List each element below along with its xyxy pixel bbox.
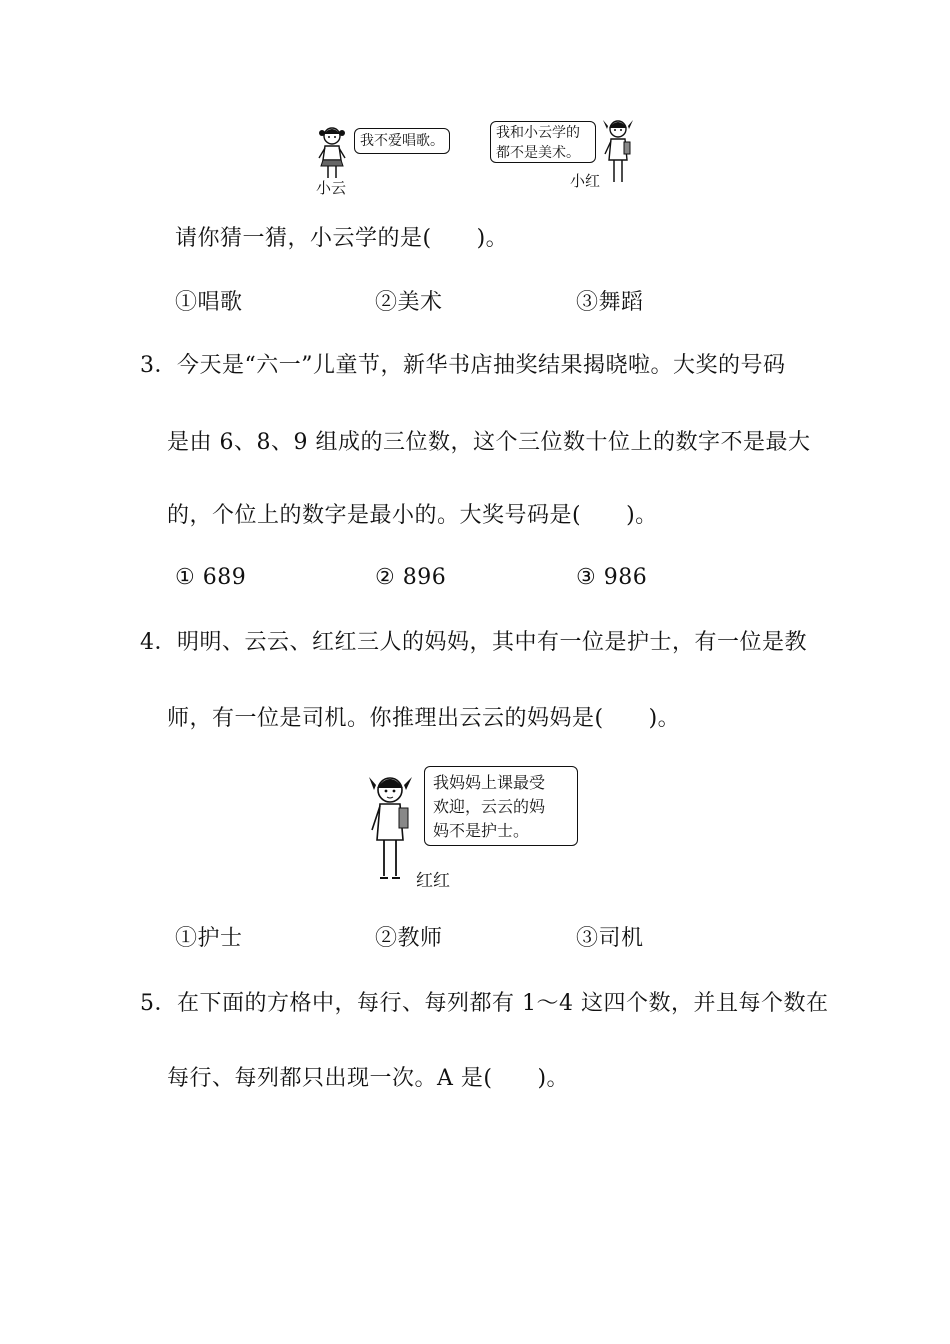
honghong-speech-line-2: 欢迎，云云的妈 <box>433 797 546 816</box>
q2-question: 请你猜一猜，小云学的是( )。 <box>175 226 509 251</box>
xiaoyun-name-label: 小云 <box>316 179 347 197</box>
q3-option-1: ① 689 <box>175 565 247 590</box>
xiaohong-speech-bubble <box>490 121 596 163</box>
q2-option-3: ③舞蹈 <box>576 290 644 315</box>
xiaoyun-speech-bubble <box>354 128 450 154</box>
q3-line-3: 的，个位上的数字是最小的。大奖号码是( )。 <box>167 503 658 528</box>
q3-option-3: ③ 986 <box>576 565 648 590</box>
q4-option-1: ①护士 <box>175 926 243 951</box>
q2-option-2: ②美术 <box>375 290 443 315</box>
xiaohong-name-label: 小红 <box>570 172 601 190</box>
q5-line-1: 5．在下面的方格中，每行、每列都有 1～4 这四个数，并且每个数在 <box>140 991 829 1016</box>
q3-option-2: ② 896 <box>375 565 447 590</box>
q4-option-2: ②教师 <box>375 926 443 951</box>
q4-line-2: 师，有一位是司机。你推理出云云的妈妈是( )。 <box>167 706 681 731</box>
honghong-speech-bubble <box>424 766 578 846</box>
honghong-speech-line-1: 我妈妈上课最受 <box>433 773 546 792</box>
q3-line-2: 是由 6、8、9 组成的三位数，这个三位数十位上的数字不是最大 <box>167 430 811 455</box>
girl-honghong-illustration <box>368 768 416 886</box>
girl-xiaohong-illustration <box>600 116 636 188</box>
xiaoyun-speech-text: 我不爱唱歌。 <box>360 133 444 149</box>
q3-line-1: 3．今天是“六一”儿童节，新华书店抽奖结果揭晓啦。大奖的号码 <box>140 353 786 378</box>
girl-xiaoyun-illustration <box>312 124 352 182</box>
honghong-name-label: 红红 <box>416 871 450 891</box>
xiaohong-speech-line-1: 我和小云学的 <box>496 125 580 141</box>
honghong-speech-line-3: 妈不是护士。 <box>433 821 530 840</box>
q4-line-1: 4．明明、云云、红红三人的妈妈，其中有一位是护士，有一位是教 <box>140 630 807 655</box>
q4-option-3: ③司机 <box>576 926 644 951</box>
q2-option-1: ①唱歌 <box>175 290 243 315</box>
xiaohong-speech-line-2: 都不是美术。 <box>496 145 580 161</box>
q5-line-2: 每行、每列都只出现一次。A 是( )。 <box>167 1066 570 1091</box>
